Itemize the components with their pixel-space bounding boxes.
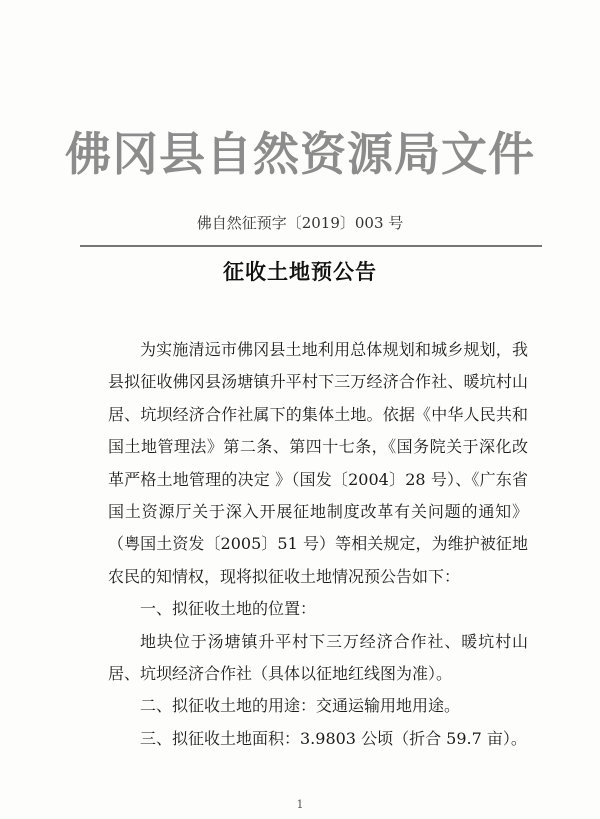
header-divider (80, 245, 542, 247)
paragraph-land-area: 三、拟征收土地面积：3.9803 公顷（折合 59.7 亩）。 (140, 728, 527, 748)
agency-header-title: 佛冈县自然资源局文件 (65, 127, 535, 181)
paragraph-intro: 为实施清远市佛冈县土地利用总体规划和城乡规划，我县拟征收佛冈县汤塘镇升平村下三万经济合作社、暖坑村山居、坑坝经济合作社属下的集体土地。依据《中华人民共和国土地管理法》第二条、第四十七条，《国务院关于深化改革严格土地管理的决定 》（国发〔2004〕28 号）、《广东省国土资源厅关于深入开展征地制度改革有关问题的通知》（粤国土资发〔2005〕51 号）等相关规定，为维护被征地农民的知情权，现将拟征收土地情况预公告如下： (108, 340, 528, 586)
notice-body (108, 334, 528, 755)
paragraph-location-detail: 地块位于汤塘镇升平村下三万经济合作社、暖坑村山居、坑坝经济合作社（具体以征地红线图为准）。 (108, 631, 528, 684)
notice-title: 征收土地预公告 (223, 259, 377, 284)
page-number: 1 (296, 798, 304, 811)
paragraph-location-heading: 一、拟征收土地的位置： (140, 599, 317, 619)
document-number: 佛自然征预字〔2019〕003 号 (196, 214, 404, 232)
paragraph-land-use: 二、拟征收土地的用途：交通运输用地用途。 (140, 696, 461, 716)
